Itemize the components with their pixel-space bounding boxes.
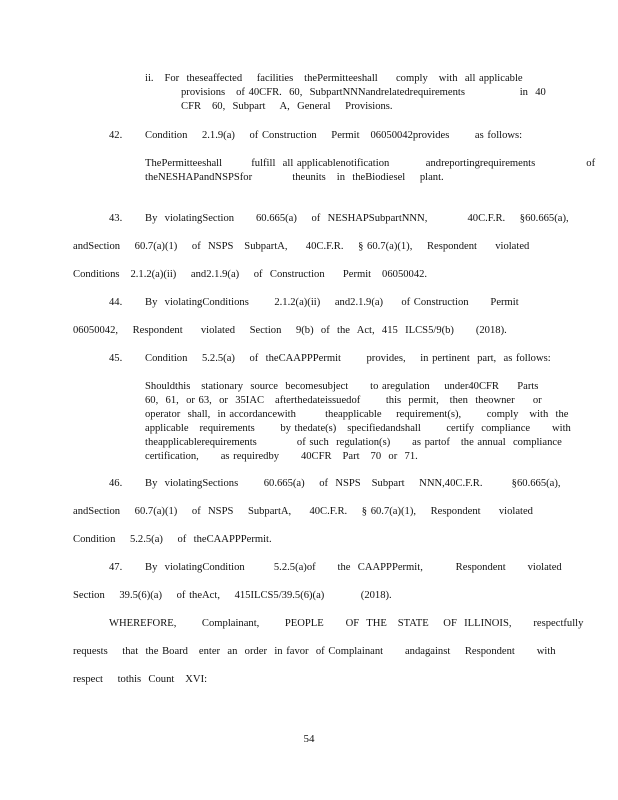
paragraph-44-line-1: By violatingConditions 2.1.2(a)(ii) and2.1.9(a) of Construction Permit bbox=[145, 297, 519, 308]
paragraph-45-quote-line-3: operator shall, in accordancewith theapplicable requirement(s), comply with the bbox=[145, 409, 569, 420]
paragraph-45-quote-line-5: theapplicablerequirements of such regulation(s) as partof the annual compliance bbox=[145, 437, 562, 448]
paragraph-47-line-1: By violatingCondition 5.2.5(a)of the CAAPPPermit, Respondent violated bbox=[145, 562, 562, 573]
paragraph-43-line-2: andSection 60.7(a)(1) of NSPS SubpartA, 40C.F.R. § 60.7(a)(1), Respondent violated bbox=[73, 241, 530, 252]
paragraph-number-43: 43. bbox=[109, 213, 123, 224]
paragraph-45-quote-line-2: 60, 61, or 63, or 35IAC afterthedateissuedof this permit, then theowner or bbox=[145, 395, 542, 406]
paragraph-42-lead: Condition 2.1.9(a) of Construction Permit 06050042provides as follows: bbox=[145, 130, 523, 141]
wherefore-line-1: WHEREFORE, Complainant, PEOPLE OF THE STATE OF ILLINOIS, respectfully bbox=[109, 618, 584, 629]
paragraph-46-line-2: andSection 60.7(a)(1) of NSPS SubpartA, 40C.F.R. § 60.7(a)(1), Respondent violated bbox=[73, 506, 533, 517]
wherefore-line-2: requests that the Board enter an order in favor of Complainant andagainst Respondent with bbox=[73, 646, 556, 657]
item-ii-line-2: provisions of 40CFR. 60, SubpartNNNandrelatedrequirements in 40 bbox=[181, 87, 546, 98]
item-ii-line-3: CFR 60, Subpart A, General Provisions. bbox=[181, 101, 393, 112]
paragraph-44-line-2: 06050042, Respondent violated Section 9(b) of the Act, 415 ILCS5/9(b) (2018). bbox=[73, 325, 507, 336]
page-number: 54 bbox=[303, 733, 315, 745]
paragraph-number-47: 47. bbox=[109, 562, 123, 573]
paragraph-42-quote-line-2: theNESHAPandNSPSfor theunits in theBiodiesel plant. bbox=[145, 172, 444, 183]
paragraph-42-quote-line-1: ThePermitteeshall fulfill all applicablenotification andreportingrequirements of bbox=[145, 158, 596, 169]
paragraph-46-line-3: Condition 5.2.5(a) of theCAAPPPermit. bbox=[73, 534, 272, 545]
paragraph-43-line-3: Conditions 2.1.2(a)(ii) and2.1.9(a) of Construction Permit 06050042. bbox=[73, 269, 428, 280]
paragraph-46-line-1: By violatingSections 60.665(a) of NSPS Subpart NNN,40C.F.R. §60.665(a), bbox=[145, 478, 561, 489]
paragraph-number-45: 45. bbox=[109, 353, 123, 364]
item-ii-line-1: ii. For theseaffected facilities thePermitteeshall comply with all applicable bbox=[145, 73, 523, 84]
paragraph-45-quote-line-4: applicable requirements by thedate(s) specifiedandshall certify compliance with bbox=[145, 423, 571, 434]
paragraph-number-46: 46. bbox=[109, 478, 123, 489]
paragraph-45-quote-line-6: certification, as requiredby 40CFR Part 70 or 71. bbox=[145, 451, 418, 462]
paragraph-number-44: 44. bbox=[109, 297, 123, 308]
wherefore-line-3: respect tothis Count XVI: bbox=[73, 674, 208, 685]
paragraph-45-lead: Condition 5.2.5(a) of theCAAPPPermit provides, in pertinent part, as follows: bbox=[145, 353, 551, 364]
paragraph-45-quote-line-1: Shouldthis stationary source becomesubject to aregulation under40CFR Parts bbox=[145, 381, 539, 392]
paragraph-47-line-2: Section 39.5(6)(a) of theAct, 415ILCS5/39.5(6)(a) (2018). bbox=[73, 590, 392, 601]
paragraph-43-line-1: By violatingSection 60.665(a) of NESHAPSubpartNNN, 40C.F.R. §60.665(a), bbox=[145, 213, 569, 224]
paragraph-number-42: 42. bbox=[109, 130, 123, 141]
